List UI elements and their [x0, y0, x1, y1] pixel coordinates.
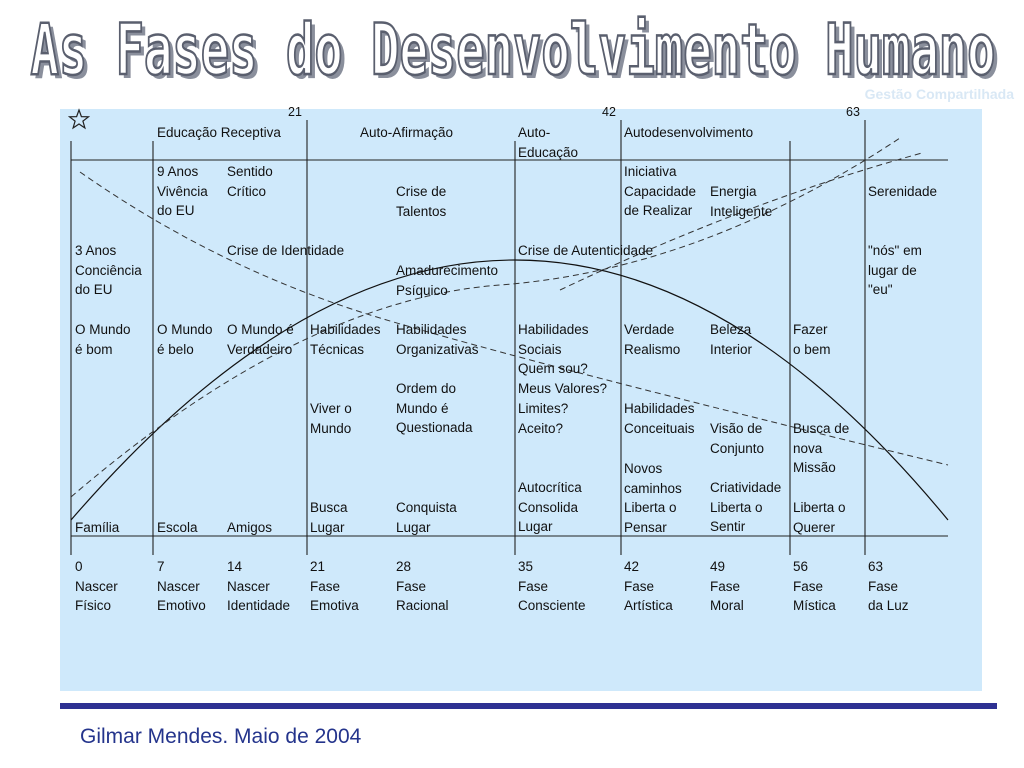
cell-escola: Escola — [157, 520, 198, 535]
header-educacao-receptiva: Educação Receptiva — [157, 125, 281, 140]
cell-busca-nova-missao: Busca de nova Missão — [793, 421, 850, 476]
phase-42: 42 Fase Artística — [624, 559, 673, 614]
cell-habilidades-tecnicas: Habilidades Técnicas — [310, 322, 381, 357]
cell-novos-caminhos: Novos caminhos Liberta o Pensar — [624, 461, 682, 536]
phase-56: 56 Fase Mística — [793, 559, 836, 614]
cell-verdade-realismo: Verdade Realismo — [624, 322, 681, 357]
cell-crise-identidade: Crise de Identidade — [227, 243, 345, 258]
svg-text:As Fases do Desenvolvimento Hu: As Fases do Desenvolvimento Humano — [34, 13, 1000, 92]
phase-28: 28 Fase Racional — [396, 559, 449, 614]
phase-35: 35 Fase Consciente — [518, 559, 586, 614]
phase-7: 7 Nascer Emotivo — [157, 559, 206, 614]
cell-viver-o-mundo: Viver o Mundo — [310, 401, 352, 436]
cell-sentido-critico: Sentido Crítico — [227, 164, 273, 199]
cell-fazer-o-bem: Fazer o bem — [793, 322, 831, 357]
cell-nos-em-lugar: "nós" em lugar de "eu" — [868, 243, 922, 298]
cell-amadurecimento: Amadurecimento Psíquico — [396, 263, 499, 298]
footer-credit: Gilmar Mendes. Maio de 2004 — [80, 725, 362, 748]
phase-21: 21 Fase Emotiva — [310, 559, 359, 614]
cell-habilidades-sociais: Habilidades Sociais Quem sou? Meus Valores? Limites? Aceito? — [518, 322, 608, 436]
cell-autocritica: Autocrítica Consolida Lugar — [518, 480, 582, 535]
cell-3-anos: 3 Anos Conciência do EU — [75, 243, 142, 298]
cell-crise-talentos: Crise de Talentos — [396, 184, 447, 219]
top-age-21: 21 — [288, 105, 302, 119]
cell-mundo-belo: O Mundo é belo — [157, 322, 213, 357]
header-auto-educacao: Auto- Educação — [518, 125, 579, 160]
cell-liberta-querer: Liberta o Querer — [793, 500, 846, 535]
bottom-bar — [60, 703, 997, 709]
cell-familia: Família — [75, 520, 120, 535]
top-age-42: 42 — [602, 105, 616, 119]
cell-habilidades-conceituais: Habilidades Conceituais — [624, 401, 695, 436]
cell-busca-lugar: Busca Lugar — [310, 500, 348, 535]
top-age-63: 63 — [846, 105, 860, 119]
cell-habilidades-organizativas: Habilidades Organizativas — [396, 322, 479, 357]
cell-criatividade: Criatividade Liberta o Sentir — [710, 480, 782, 535]
cell-iniciativa: Iniciativa Capacidade de Realizar — [624, 164, 697, 219]
watermark: Gestão Compartilhada — [864, 86, 1014, 102]
cell-mundo-verdadeiro: O Mundo é Verdadeiro — [227, 322, 294, 357]
cell-visao-de-conjunto: Visão de Conjunto — [710, 421, 765, 456]
vital-curve — [71, 260, 948, 520]
cell-amigos: Amigos — [227, 520, 273, 535]
cell-conquista-lugar: Conquista Lugar — [396, 500, 457, 535]
svg-text:As Fases do Desenvolvimento Hu: As Fases do Desenvolvimento Humano — [30, 9, 996, 91]
header-auto-afirmacao: Auto-Afirmação — [360, 125, 454, 140]
phase-49: 49 Fase Moral — [710, 559, 744, 614]
header-autodesenvolvimento: Autodesenvolvimento — [624, 125, 754, 140]
cell-energia: Energia Inteligente — [710, 184, 773, 219]
phase-0: 0 Nascer Físico — [75, 559, 118, 614]
cell-ordem-do-mundo: Ordem do Mundo é Questionada — [396, 381, 473, 436]
phase-14: 14 Nascer Identidade — [227, 559, 291, 614]
phase-63: 63 Fase da Luz — [868, 559, 909, 614]
cell-beleza-interior: Beleza Interior — [710, 322, 753, 357]
cell-9-anos: 9 Anos Vivência do EU — [157, 164, 208, 219]
cell-crise-autenticidade: Crise de Autenticidade — [518, 243, 654, 258]
cell-mundo-bom: O Mundo é bom — [75, 322, 131, 357]
cell-serenidade: Serenidade — [868, 184, 938, 199]
